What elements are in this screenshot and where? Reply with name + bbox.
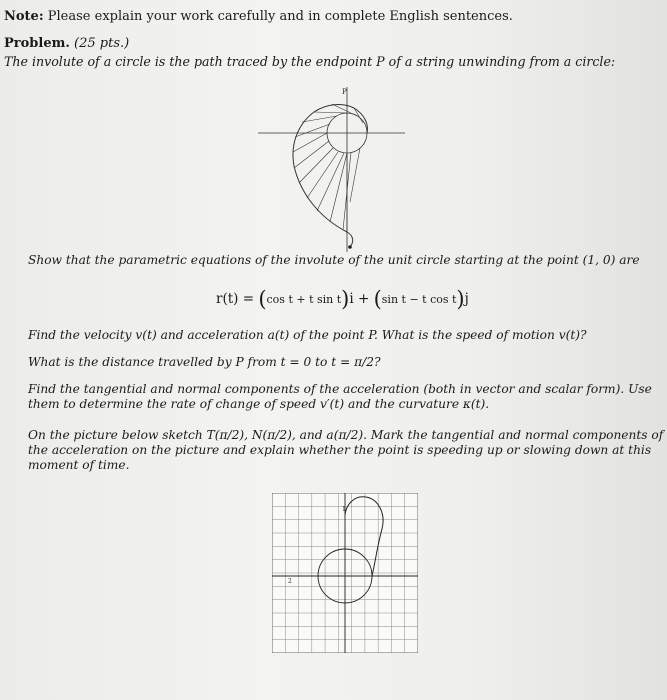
part-b-text: Find the velocity v(t) and acceleration a(t) of the point P. What is the speed of motion v(t)? (28, 328, 587, 342)
point-p-label: P (342, 88, 347, 96)
part-e-label (4, 428, 28, 443)
tick-label-2: 2 (288, 578, 292, 585)
note-label: Note: (4, 9, 44, 24)
part-d (4, 382, 667, 412)
equation-lhs: r(t) = (216, 291, 259, 307)
tick-label-1: 1 (342, 506, 346, 513)
equation-unit-j: j (464, 291, 469, 307)
equation-unit-i: i + (349, 291, 374, 307)
note-text: Please explain your work carefully and in complete English sentences. (47, 9, 513, 24)
equation-term-j: sin t − t cos t (381, 293, 457, 306)
part-b (4, 328, 667, 343)
grid-figure (272, 493, 418, 653)
part-e (4, 428, 667, 473)
involute-curve (293, 105, 367, 247)
problem-statement: The involute of a circle is the path traced by the endpoint P of a string unwinding from a circle: (4, 54, 616, 69)
part-e-text: On the picture below sketch T(π/2), N(π/2), and a(π/2). Mark the tangential and normal components of the acceleration on the picture and explain whether the point is speeding up or slowing down at this moment of time. (28, 428, 664, 472)
parametric-equation: r(t) = (cos t + t sin t)i + (sin t − t cos t)j (216, 287, 469, 311)
equation-term-i: cos t + t sin t (266, 293, 342, 306)
part-a-text: Show that the parametric equations of the involute of the unit circle starting at the point (1, 0) are (28, 253, 640, 267)
part-c-label (4, 355, 28, 370)
part-d-label (4, 382, 28, 397)
note-line (4, 9, 513, 24)
part-a (4, 253, 667, 268)
problem-label: Problem. (4, 36, 70, 51)
problem-heading (4, 36, 129, 51)
part-b-label (4, 328, 28, 343)
part-c-text: What is the distance travelled by P from t = 0 to t = π/2? (28, 355, 381, 369)
part-c (4, 355, 667, 370)
part-a-label (4, 253, 28, 268)
problem-points: (25 pts.) (74, 36, 130, 51)
point-p-marker (348, 245, 352, 249)
part-d-text: Find the tangential and normal components of the acceleration (both in vector and scalar form). Use them to determine the rate of change of speed v′(t) and the curvature κ(t). (28, 382, 652, 411)
involute-figure (250, 82, 410, 262)
